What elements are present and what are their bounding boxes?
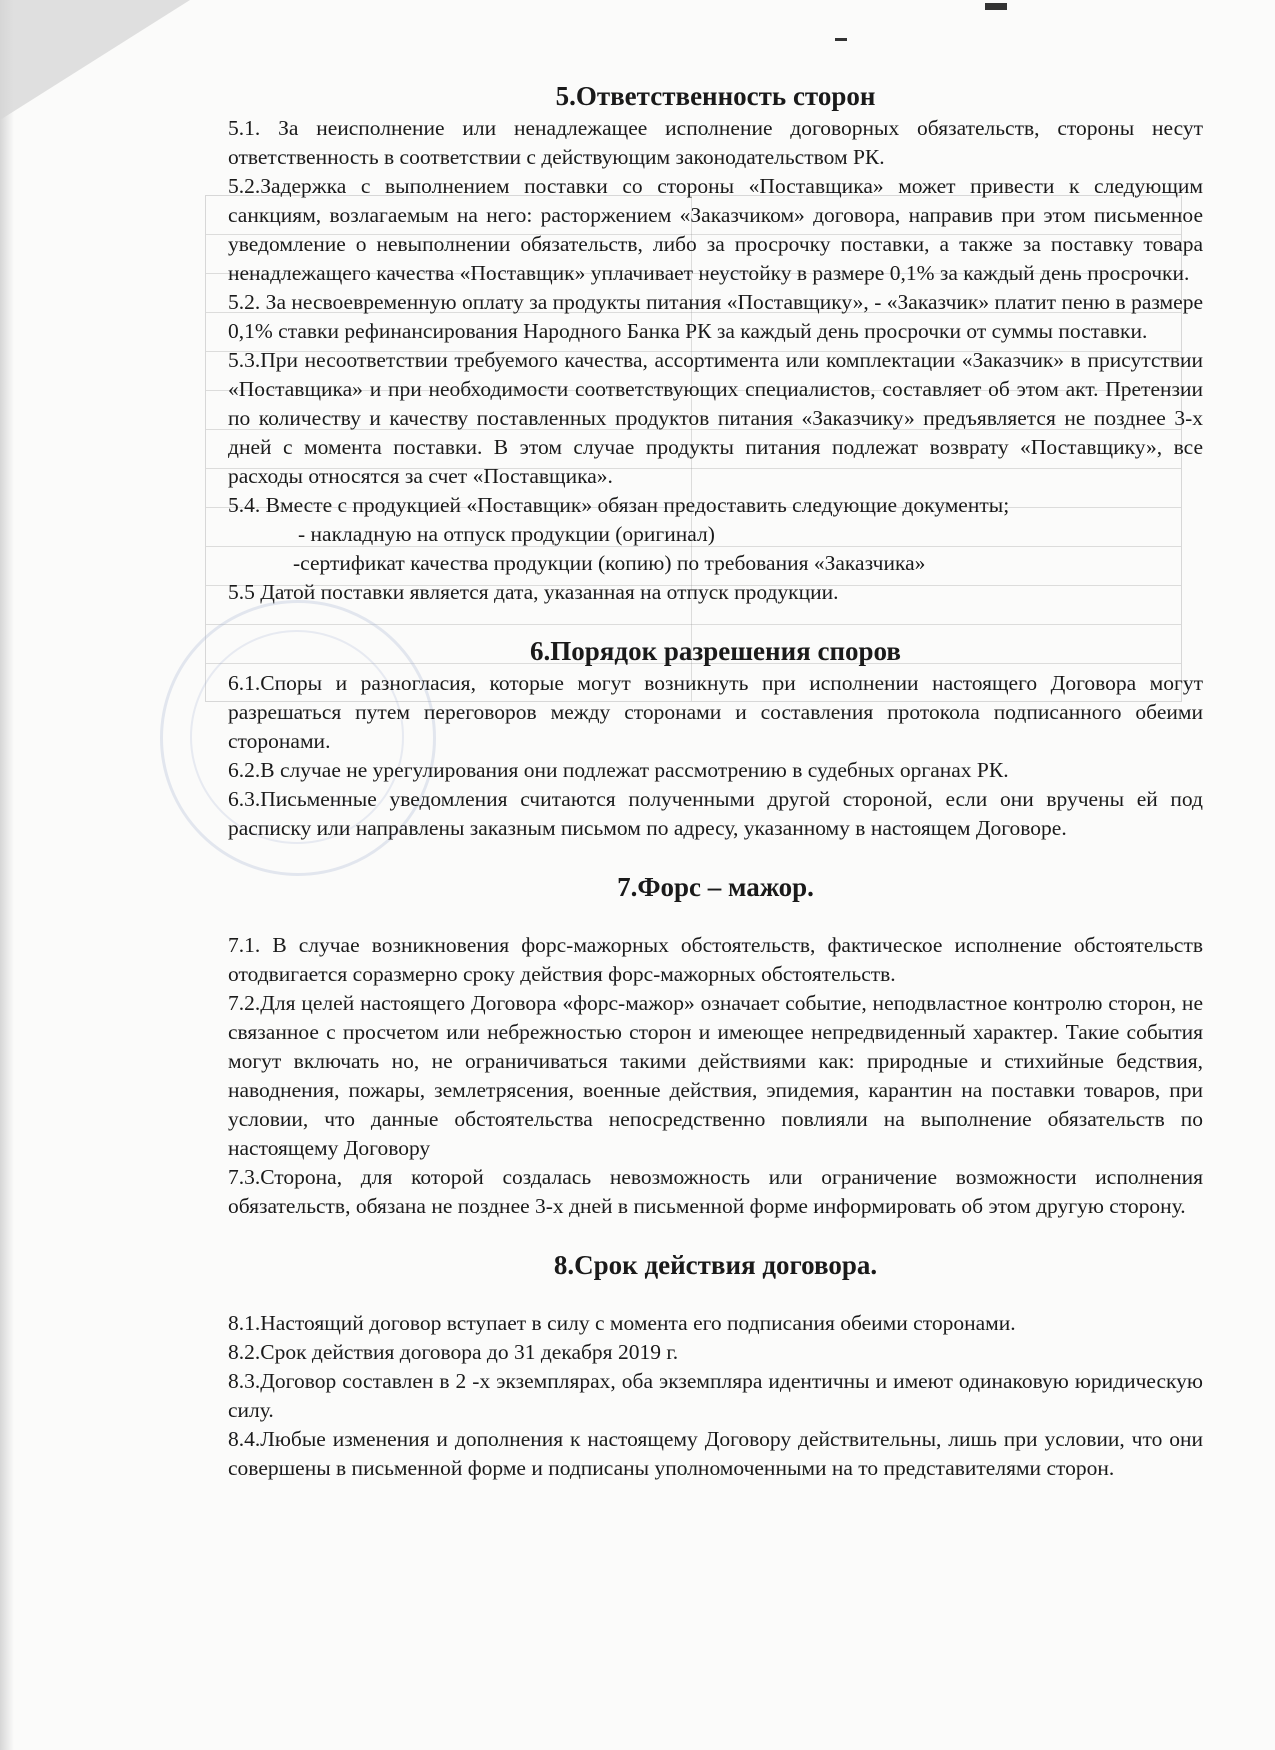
clause-5-2: 5.2.Задержка с выполнением поставки со стороны «Поставщика» может привести к следующим санкциям, возлагаемым на него: расторжением «Заказчиком» договора, направив при этом письменное уведомление о невыполнении обязательств, либо за просрочку поставки, а также за поставку товара ненадлежащего качества «Поставщик» уплачивает неустойку в размере 0,1% за каждый день просрочки. (228, 174, 1203, 285)
section-title: 5.Ответственность сторон (555, 81, 876, 111)
clause-7-3: 7.3.Сторона, для которой создалась невозможность или ограничение возможности исполнения обязательств, обязана не позднее 3-х дней в письменной форме информировать об этом другую сторону. (228, 1165, 1203, 1218)
scan-corner-shadow (0, 0, 190, 120)
section-title: 7.Форс – мажор. (617, 872, 814, 902)
clause-5-2b: 5.2. За несвоевременную оплату за продукты питания «Поставщику», - «Заказчик» платит пеню в размере 0,1% ставки рефинансирования Народного Банка РК за каждый день просрочки от суммы поставки. (228, 290, 1203, 343)
clause-5-4-item-1: - накладную на отпуск продукции (оригинал) (298, 522, 715, 546)
clause-7-1: 7.1. В случае возникновения форс-мажорных обстоятельств, фактическое исполнение обстоятельств отодвигается соразмерно сроку действия форс-мажорных обстоятельств. (228, 933, 1203, 986)
clause-5-5: 5.5 Датой поставки является дата, указанная на отпуск продукции. (228, 580, 839, 604)
clause-6-3: 6.3.Письменные уведомления считаются полученными другой стороной, если они вручены ей под расписку или направлены заказным письмом по адресу, указанному в настоящем Договоре. (228, 787, 1203, 840)
scan-speck (835, 38, 847, 41)
clause-8-1: 8.1.Настоящий договор вступает в силу с момента его подписания обеими сторонами. (228, 1311, 1016, 1335)
section-5 (228, 78, 1203, 607)
document-body (228, 78, 1203, 1483)
section-title: 6.Порядок разрешения споров (530, 636, 901, 666)
clause-7-2: 7.2.Для целей настоящего Договора «форс-мажор» означает событие, неподвластное контролю сторон, не связанное с просчетом или небрежностью сторон и имеющее непредвиденный характер. Такие события могут включать но, не ограничиваться такими действиями как: природные и стихийные бедствия, наводнения, пожары, землетрясения, военные действия, эпидемия, карантин на поставки товаров, при условии, что данные обстоятельства непосредственно повлияли на выполнение обязательств по настоящему Договору (228, 991, 1203, 1160)
clause-8-2: 8.2.Срок действия договора до 31 декабря 2019 г. (228, 1340, 679, 1364)
clause-8-4: 8.4.Любые изменения и дополнения к настоящему Договору действительны, лишь при условии, что они совершены в письменной форме и подписаны уполномоченными на то представителями сторон. (228, 1427, 1203, 1480)
clause-6-1: 6.1.Споры и разногласия, которые могут возникнуть при исполнении настоящего Договора могут разрешаться путем переговоров между сторонами и составления протокола подписанного обеими сторонами. (228, 671, 1203, 753)
scan-speck (985, 3, 1007, 10)
clause-5-1: 5.1. За неисполнение или ненадлежащее исполнение договорных обязательств, стороны несут ответственность в соответствии с действующим законодательством РК. (228, 116, 1203, 169)
clause-8-3: 8.3.Договор составлен в 2 -х экземплярах, оба экземпляра идентичны и имеют одинаковую юридическую силу. (228, 1369, 1203, 1422)
clause-5-4-item-2: -сертификат качества продукции (копию) по требования «Заказчика» (293, 551, 926, 575)
section-6 (228, 633, 1203, 843)
section-title: 8.Срок действия договора. (553, 1250, 878, 1280)
clause-5-4: 5.4. Вместе с продукцией «Поставщик» обязан предоставить следующие документы; (228, 493, 1010, 517)
section-8 (228, 1247, 1203, 1483)
clause-6-2: 6.2.В случае не урегулирования они подлежат рассмотрению в судебных органах РК. (228, 758, 1009, 782)
scan-edge-shadow (0, 0, 14, 1750)
clause-5-3: 5.3.При несоответствии требуемого качества, ассортимента или комплектации «Заказчик» в присутствии «Поставщика» и при необходимости соответствующих специалистов, составляет об этом акт. Претензии по количеству и качеству поставленных продуктов питания «Заказчику» предъявляется не позднее 3-х дней с момента поставки. В этом случае продукты питания подлежат возврату «Поставщику», все расходы относятся за счет «Поставщика». (228, 348, 1203, 488)
section-7 (228, 869, 1203, 1221)
